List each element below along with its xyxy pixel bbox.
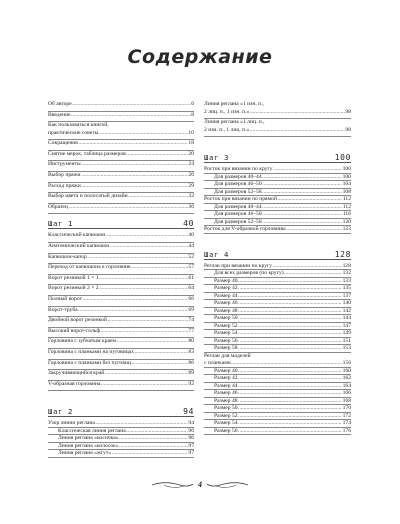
toc-entry-title: Двойной ворот резинкой xyxy=(48,317,107,324)
toc-entry-title: Введение xyxy=(48,111,71,118)
toc-entry-page: 98 xyxy=(345,126,351,133)
toc-entry-page: 26 xyxy=(188,172,194,179)
toc-entry-page: 80 xyxy=(188,338,194,345)
toc-entry-title: Выбор пряжи xyxy=(48,172,81,179)
toc-entry-page: 151 xyxy=(342,337,351,344)
dot-leader xyxy=(238,420,342,428)
toc-entry-page: 144 xyxy=(342,315,351,322)
toc-entry[interactable] xyxy=(204,270,351,278)
toc-entry-title: Размер 54 xyxy=(214,330,238,337)
toc-entry-title: Росток при вязании по прямой xyxy=(204,196,277,203)
toc-entry[interactable] xyxy=(48,317,194,328)
toc-entry-page: 132 xyxy=(342,270,351,277)
toc-entry-title: Для размеров 52–58 xyxy=(214,188,262,195)
step-3-header xyxy=(204,153,351,163)
toc-entry-page: 44 xyxy=(188,243,194,250)
toc-entry-title: Линия реглана «косичка» xyxy=(58,435,119,442)
dot-leader xyxy=(262,174,342,182)
toc-entry-page: 170 xyxy=(342,405,351,412)
toc-entry-title: Размер 42 xyxy=(214,285,238,292)
toc-entry-title: Капюшон-капор xyxy=(48,253,87,260)
toc-entry[interactable] xyxy=(204,211,351,219)
step-4-label: Шаг 4 xyxy=(204,249,229,259)
dot-leader xyxy=(238,338,342,346)
toc-entry[interactable] xyxy=(204,181,351,189)
dot-leader xyxy=(99,285,188,293)
toc-entry-title: Об авторе xyxy=(48,101,72,107)
dot-leader xyxy=(238,300,342,308)
toc-entry-title: Размер 50 xyxy=(214,405,238,412)
toc-entry[interactable] xyxy=(204,166,351,174)
toc-entry[interactable] xyxy=(48,450,194,458)
toc-entry-title: Высокий ворот-гольф xyxy=(48,327,100,334)
toc-entry[interactable] xyxy=(48,370,194,381)
toc-entry[interactable] xyxy=(48,161,194,172)
toc-entry-title: Горловина с зубчатым краем xyxy=(48,338,117,345)
toc-entry-page: 147 xyxy=(342,322,351,329)
toc-entry[interactable] xyxy=(48,381,194,392)
toc-entry[interactable] xyxy=(48,254,194,265)
dot-leader xyxy=(238,428,342,436)
toc-entry-title: Размер 54 xyxy=(214,420,238,427)
toc-entry-page: 92 xyxy=(188,380,194,387)
toc-entry[interactable] xyxy=(48,101,194,112)
toc-entry[interactable] xyxy=(204,300,351,308)
dot-leader xyxy=(238,405,342,413)
toc-entry-page: 166 xyxy=(342,390,351,397)
toc-entry-page: 140 xyxy=(342,300,351,307)
toc-entry-page: 40 xyxy=(188,232,194,239)
page-title: Содержание xyxy=(127,46,273,68)
toc-left-column xyxy=(48,101,194,458)
dot-leader xyxy=(238,383,342,391)
toc-entry-title: Горловина с планками без пуговиц xyxy=(48,359,131,366)
toc-entry[interactable] xyxy=(48,243,194,254)
dot-leader xyxy=(135,349,188,357)
toc-entry-page: 10 xyxy=(188,129,194,136)
toc-entry[interactable] xyxy=(48,193,194,204)
step-1-page: 40 xyxy=(183,219,194,229)
dot-leader xyxy=(238,390,342,398)
toc-entry[interactable] xyxy=(204,278,351,286)
toc-entry[interactable] xyxy=(204,109,351,120)
toc-entry-page: 69 xyxy=(188,306,194,313)
page-number: 4 xyxy=(198,480,202,489)
toc-entry-page: 18 xyxy=(188,140,194,147)
toc-entry-title: Для размеров 46–50 xyxy=(214,211,262,218)
toc-entry-title: 2 изн. п., 1 лиц. п.» xyxy=(204,126,250,133)
step-4-list xyxy=(204,263,351,436)
dot-leader xyxy=(72,101,190,109)
toc-entry-page: 61 xyxy=(188,274,194,281)
dot-leader xyxy=(250,127,345,135)
dot-leader xyxy=(238,323,342,331)
toc-entry[interactable] xyxy=(204,293,351,301)
toc-entry-page: 20 xyxy=(188,150,194,157)
dot-leader xyxy=(262,181,342,189)
dot-leader xyxy=(262,211,342,219)
dot-leader xyxy=(87,254,188,262)
toc-entry-page: 168 xyxy=(342,397,351,404)
toc-entry-title: Ворот-труба xyxy=(48,306,78,313)
toc-entry[interactable] xyxy=(48,349,194,360)
toc-entry[interactable] xyxy=(204,398,351,406)
step-1-header xyxy=(48,219,194,229)
toc-entry-title: Размер 48 xyxy=(214,307,238,314)
toc-entry-title: Размер 46 xyxy=(214,300,238,307)
dot-leader xyxy=(284,270,342,278)
toc-entry[interactable] xyxy=(48,151,194,162)
toc-entry-page: 172 xyxy=(342,412,351,419)
toc-entry[interactable] xyxy=(48,296,194,307)
toc-entry[interactable] xyxy=(48,338,194,349)
dot-leader xyxy=(238,308,342,316)
toc-entry-title: 2 лиц. п., 1 изн. п.» xyxy=(204,108,250,115)
toc-entry[interactable] xyxy=(204,315,351,323)
dot-leader xyxy=(262,204,342,212)
toc-entry-page: 112 xyxy=(342,196,351,203)
dot-leader xyxy=(131,264,188,272)
toc-entry-page: 57 xyxy=(188,264,194,271)
toc-entry[interactable] xyxy=(204,390,351,398)
toc-entry-page: 128 xyxy=(342,262,351,269)
toc-entry-page: 100 xyxy=(342,173,351,180)
toc-entry-page: 96 xyxy=(188,435,194,442)
toc-entry-page: 29 xyxy=(188,182,194,189)
dot-leader xyxy=(99,275,188,283)
toc-entry-page: 97 xyxy=(188,450,194,457)
toc-entry[interactable] xyxy=(48,204,194,215)
dot-leader xyxy=(81,161,188,169)
toc-entry-page: 116 xyxy=(342,211,351,218)
dot-leader xyxy=(126,428,188,436)
toc-entry-page: 135 xyxy=(342,285,351,292)
toc-entry-page: 123 xyxy=(342,226,351,233)
toc-entry-page: 83 xyxy=(188,348,194,355)
step-1-label: Шаг 1 xyxy=(48,219,73,229)
toc-entry-title: с планками xyxy=(204,360,231,367)
toc-entry-title: Размер 42 xyxy=(214,375,238,382)
dot-leader xyxy=(277,196,342,204)
toc-entry[interactable] xyxy=(204,226,351,234)
toc-entry-page: 164 xyxy=(342,382,351,389)
dot-leader xyxy=(238,345,342,353)
dot-leader xyxy=(238,368,342,376)
dot-leader xyxy=(110,243,188,251)
toc-entry-page: 108 xyxy=(342,188,351,195)
toc-entry-title: Сокращения xyxy=(48,140,78,147)
toc-entry-title: Размер 40 xyxy=(214,367,238,374)
toc-entry[interactable] xyxy=(48,172,194,183)
toc-entry[interactable] xyxy=(204,368,351,376)
toc-entry-page: 89 xyxy=(188,370,194,377)
dot-leader xyxy=(238,413,342,421)
toc-entry[interactable] xyxy=(204,413,351,421)
toc-entry[interactable] xyxy=(204,127,351,138)
toc-entry-title: Росток для V-образной горловины xyxy=(204,226,286,233)
dot-leader xyxy=(106,232,188,240)
dot-leader xyxy=(78,140,188,148)
toc-intro-list xyxy=(48,101,194,214)
toc-entry-title: Размер 56 xyxy=(214,427,238,434)
toc-entry-page: 98 xyxy=(345,108,351,115)
step-2-header xyxy=(48,407,194,417)
toc-entry-page: 64 xyxy=(188,285,194,292)
dot-leader xyxy=(100,328,187,336)
toc-entry[interactable] xyxy=(48,130,194,141)
toc-entry-title: Размер 50 xyxy=(214,315,238,322)
toc-entry[interactable] xyxy=(48,307,194,318)
toc-entry-title: Росток при вязании по кругу xyxy=(204,166,273,173)
step-4-page: 128 xyxy=(334,249,351,259)
dot-leader xyxy=(126,151,188,159)
toc-entry-page: 120 xyxy=(342,218,351,225)
toc-entry[interactable] xyxy=(204,345,351,353)
toc-entry-title: V-образная горловина xyxy=(48,380,101,387)
toc-entry-title: Для размеров 40–44 xyxy=(214,203,262,210)
toc-entry[interactable] xyxy=(48,435,194,443)
toc-entry-title: Размер 52 xyxy=(214,412,238,419)
toc-entry-page: 160 xyxy=(342,367,351,374)
toc-entry[interactable] xyxy=(204,383,351,391)
dot-leader xyxy=(78,307,188,315)
dot-leader xyxy=(238,398,342,406)
toc-entry-page: 133 xyxy=(342,277,351,284)
dot-leader xyxy=(81,172,188,180)
toc-entry[interactable] xyxy=(48,275,194,286)
dot-leader xyxy=(95,420,188,428)
toc-entry-title: Расход пряжи xyxy=(48,182,81,189)
dot-leader xyxy=(238,293,342,301)
toc-entry[interactable] xyxy=(48,420,194,428)
toc-entry-page: 6 xyxy=(191,101,194,107)
toc-entry[interactable] xyxy=(48,140,194,151)
toc-entry-title: Снятие мерок, таблица размеров xyxy=(48,150,126,157)
toc-entry-page: 32 xyxy=(188,193,194,200)
toc-entry-title: Линия реглана «1 лиц. п., xyxy=(204,119,265,126)
toc-entry[interactable] xyxy=(48,360,194,371)
dot-leader xyxy=(112,450,188,458)
toc-entry-page: 100 xyxy=(342,166,351,173)
right-ornament-icon xyxy=(206,481,250,489)
dot-leader xyxy=(286,226,342,234)
toc-entry-title: Как пользоваться книгой, xyxy=(48,122,109,129)
toc-entry[interactable] xyxy=(204,428,351,436)
toc-entry[interactable] xyxy=(204,308,351,316)
toc-entry-page: 86 xyxy=(188,359,194,366)
dot-leader xyxy=(250,109,345,117)
step-3-list xyxy=(204,166,351,234)
toc-entry[interactable] xyxy=(204,174,351,182)
toc-entry[interactable] xyxy=(204,420,351,428)
dot-leader xyxy=(101,381,188,389)
step-2-page: 94 xyxy=(183,407,194,417)
toc-entry-title: Ворот резинкой 2 × 2 xyxy=(48,285,99,292)
dot-leader xyxy=(107,317,187,325)
toc-entry-page: 96 xyxy=(188,427,194,434)
toc-entry-page: 66 xyxy=(188,296,194,302)
toc-entry-title: Линия реглана «1 изн. п., xyxy=(204,101,264,107)
toc-entry-title: Выбор цвета и полосатый дизайн xyxy=(48,193,128,200)
step-1-list xyxy=(48,232,194,391)
toc-entry-title: Размер 44 xyxy=(214,292,238,299)
toc-entry-page: 77 xyxy=(188,327,194,334)
toc-entry-title: Размер 48 xyxy=(214,397,238,404)
step-2-continued-list xyxy=(204,101,351,137)
toc-entry-page: 112 xyxy=(342,203,351,210)
toc-entry-page: 174 xyxy=(342,420,351,427)
toc-entry-title: Классическая линия реглана xyxy=(58,427,126,434)
toc-right-column xyxy=(204,101,351,435)
toc-entry[interactable] xyxy=(204,323,351,331)
toc-entry-title: Образец xyxy=(48,203,68,210)
dot-leader xyxy=(238,278,342,286)
toc-entry[interactable] xyxy=(204,196,351,204)
dot-leader xyxy=(81,183,188,191)
toc-entry[interactable] xyxy=(204,360,351,368)
toc-entry[interactable] xyxy=(48,183,194,194)
toc-entry-title: Переход от капюшона к горловине xyxy=(48,264,131,271)
toc-entry-title: Полный ворот xyxy=(48,296,83,302)
toc-entry-page: 153 xyxy=(342,345,351,352)
toc-entry-title: Узор линии реглана xyxy=(48,420,95,427)
toc-entry-page: 137 xyxy=(342,292,351,299)
dot-leader xyxy=(231,360,342,368)
toc-entry-title: Для всех размеров (по кругу) xyxy=(214,270,284,277)
toc-entry-title: Для размеров 46–50 xyxy=(214,181,262,188)
toc-entry[interactable] xyxy=(48,443,194,451)
toc-entry[interactable] xyxy=(204,204,351,212)
dot-leader xyxy=(273,166,342,174)
dot-leader xyxy=(128,193,188,201)
toc-entry-page: 36 xyxy=(188,203,194,210)
toc-entry-page: 104 xyxy=(342,181,351,188)
toc-entry[interactable] xyxy=(204,375,351,383)
toc-entry-title: Размер 46 xyxy=(214,390,238,397)
dot-leader xyxy=(117,338,188,346)
toc-entry-title: Для размеров 52–58 xyxy=(214,218,262,225)
toc-entry[interactable] xyxy=(48,264,194,275)
toc-entry-title: Классический капюшон xyxy=(48,232,106,239)
step-2-list xyxy=(48,420,194,458)
dot-leader xyxy=(68,204,188,212)
toc-entry-title: Линия реглана «жгут» xyxy=(58,450,112,457)
toc-entry-title: Закручивающийся край xyxy=(48,370,105,377)
step-4-header xyxy=(204,250,351,260)
toc-entry[interactable] xyxy=(48,112,194,123)
toc-entry[interactable] xyxy=(204,338,351,346)
dot-leader xyxy=(119,443,188,451)
toc-entry-page: 8 xyxy=(191,111,194,118)
step-3-label: Шаг 3 xyxy=(204,153,229,163)
dot-leader xyxy=(119,435,188,443)
toc-entry-title: Размер 52 xyxy=(214,322,238,329)
toc-entry-title: Размер 44 xyxy=(214,382,238,389)
toc-entry[interactable] xyxy=(48,328,194,339)
toc-entry-title: Ворот резинкой 1 × 1 xyxy=(48,274,99,281)
toc-entry-title: Для размеров 40–44 xyxy=(214,173,262,180)
toc-entry[interactable] xyxy=(48,232,194,243)
dot-leader xyxy=(83,296,188,304)
step-2-label: Шаг 2 xyxy=(48,407,73,417)
dot-leader xyxy=(131,360,188,368)
toc-entry-page: 74 xyxy=(188,317,194,324)
toc-entry-title: Размер 58 xyxy=(214,345,238,352)
toc-entry-page: 149 xyxy=(342,330,351,337)
toc-entry-title: Размер 40 xyxy=(214,277,238,284)
toc-entry[interactable] xyxy=(204,405,351,413)
dot-leader xyxy=(238,330,342,338)
toc-entry[interactable] xyxy=(48,285,194,296)
dot-leader xyxy=(71,112,191,120)
step-3-page: 100 xyxy=(334,153,351,163)
toc-entry-page: 52 xyxy=(188,253,194,260)
toc-entry-title: Размер 56 xyxy=(214,337,238,344)
toc-entry-page: 142 xyxy=(342,307,351,314)
toc-entry[interactable] xyxy=(204,330,351,338)
toc-entry-page: 97 xyxy=(188,442,194,449)
dot-leader xyxy=(238,315,342,323)
toc-entry-page: 176 xyxy=(342,427,351,434)
toc-entry-title: Линия реглана «колосок» xyxy=(58,442,119,449)
toc-entry-title: Реглан для моделей xyxy=(204,352,251,359)
toc-entry-title: практические советы xyxy=(48,129,99,136)
toc-entry-page: 162 xyxy=(342,375,351,382)
toc-entry-title: Анатомический капюшон xyxy=(48,243,110,250)
toc-entry[interactable] xyxy=(48,428,194,436)
dot-leader xyxy=(238,285,342,293)
dot-leader xyxy=(238,375,342,383)
toc-entry[interactable] xyxy=(204,285,351,293)
toc-entry-title: Реглан при вязании по кругу xyxy=(204,262,273,269)
dot-leader xyxy=(105,370,188,378)
dot-leader xyxy=(99,130,188,138)
toc-entry-page: 156 xyxy=(342,360,351,367)
toc-entry-title: Горловина с планками на пуговицах xyxy=(48,348,135,355)
toc-entry-title: Инструменты xyxy=(48,161,81,168)
toc-entry-page: 94 xyxy=(188,420,194,427)
toc-entry-page: 24 xyxy=(188,161,194,168)
